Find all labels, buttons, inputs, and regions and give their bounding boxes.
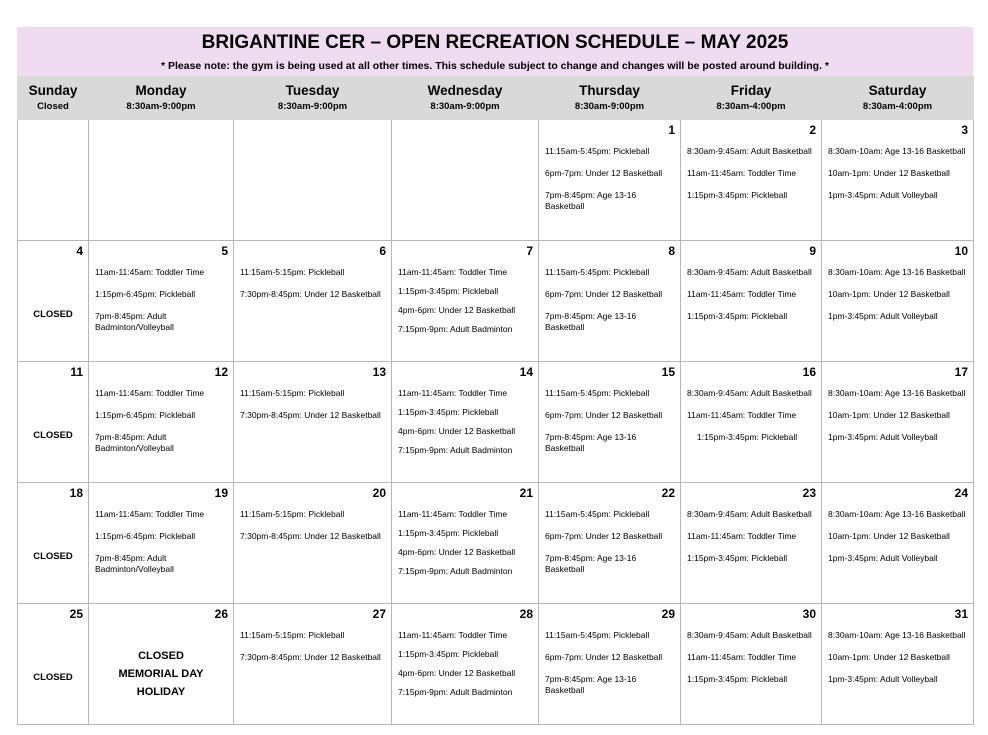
day-number: 9: [809, 244, 816, 258]
calendar-day-cell: [234, 362, 392, 483]
day-number: 14: [519, 365, 533, 379]
weekday-header-monday: [89, 77, 234, 120]
schedule-event: 8:30am-10am: Age 13-16 Basketball: [828, 630, 966, 640]
event-list: [828, 146, 969, 212]
schedule-event: 11am-11:45am: Toddler Time: [687, 410, 797, 420]
schedule-event: 11am-11:45am: Toddler Time: [398, 630, 508, 640]
schedule-event: 8:30am-9:45am: Adult Basketball: [687, 267, 812, 277]
schedule-event: 11am-11:45am: Toddler Time: [95, 267, 205, 277]
schedule-event: 7pm-8:45pm: Adult Badminton/Volleyball: [95, 311, 174, 332]
calendar-week-row: [18, 604, 974, 725]
weekday-name: Thursday: [579, 83, 640, 98]
calendar-day-cell: [234, 604, 392, 725]
schedule-event: 11:15am-5:15pm: Pickleball: [240, 509, 345, 519]
day-number: 25: [69, 607, 83, 621]
schedule-event: 11am-11:45am: Toddler Time: [687, 531, 797, 541]
schedule-event: 7:30pm-8:45pm: Under 12 Basketball: [240, 652, 381, 662]
schedule-event: 7pm-8:45pm: Adult Badminton/Volleyball: [95, 553, 174, 574]
event-list: [545, 267, 676, 344]
schedule-event: 1:15pm-6:45pm: Pickleball: [95, 289, 196, 299]
event-list: [687, 509, 817, 575]
weekday-header-tuesday: [234, 77, 392, 120]
closed-label: CLOSED: [33, 672, 73, 683]
schedule-event: 8:30am-10am: Age 13-16 Basketball: [828, 509, 966, 519]
schedule-event: 11:15am-5:45pm: Pickleball: [545, 509, 650, 519]
schedule-event: 6pm-7pm: Under 12 Basketball: [545, 410, 663, 420]
day-number: 30: [802, 607, 816, 621]
schedule-event: 4pm-6pm: Under 12 Basketball: [398, 547, 516, 557]
calendar-day-cell: [234, 241, 392, 362]
holiday-notice: [89, 647, 233, 701]
schedule-event: 7pm-8:45pm: Age 13-16 Basketball: [545, 553, 637, 574]
schedule-event: 11am-11:45am: Toddler Time: [687, 289, 797, 299]
calendar-day-cell: [18, 362, 89, 483]
schedule-event: 11:15am-5:15pm: Pickleball: [240, 267, 345, 277]
weekday-hours: 8:30am-9:00pm: [574, 101, 645, 112]
schedule-event: 11am-11:45am: Toddler Time: [398, 509, 508, 519]
schedule-event: 6pm-7pm: Under 12 Basketball: [545, 531, 663, 541]
calendar-day-cell: [822, 120, 974, 241]
event-list: [398, 630, 534, 706]
day-number: 16: [802, 365, 816, 379]
schedule-event: 7pm-8:45pm: Age 13-16 Basketball: [545, 674, 637, 695]
title-banner: [17, 27, 973, 76]
schedule-event: 1pm-3:45pm: Adult Volleyball: [828, 311, 938, 321]
calendar-week-row: [18, 120, 974, 241]
closed-label: CLOSED: [33, 430, 73, 441]
day-number: 11: [70, 365, 83, 379]
schedule-event: 10am-1pm: Under 12 Basketball: [828, 410, 950, 420]
day-number: 15: [661, 365, 675, 379]
schedule-event: 6pm-7pm: Under 12 Basketball: [545, 652, 663, 662]
day-number: 18: [69, 486, 83, 500]
event-list: [828, 509, 969, 575]
day-number: 2: [809, 123, 816, 137]
calendar-day-cell: [18, 120, 89, 241]
calendar-day-cell: [234, 120, 392, 241]
schedule-event: 4pm-6pm: Under 12 Basketball: [398, 426, 516, 436]
day-number: 1: [668, 123, 675, 137]
schedule-event: 10am-1pm: Under 12 Basketball: [828, 168, 950, 178]
weekday-hours: 8:30am-4:00pm: [716, 101, 786, 112]
weekday-name: Monday: [135, 83, 187, 98]
schedule-event: 1:15pm-6:45pm: Pickleball: [95, 410, 196, 420]
calendar-day-cell: [539, 362, 681, 483]
schedule-event: 1:15pm-3:45pm: Pickleball: [687, 190, 788, 200]
weekday-name: Wednesday: [427, 83, 503, 98]
weekday-hours: 8:30am-9:00pm: [126, 101, 196, 112]
day-number: 28: [519, 607, 533, 621]
calendar-day-cell: [822, 483, 974, 604]
day-number: 3: [961, 123, 968, 137]
schedule-event: 10am-1pm: Under 12 Basketball: [828, 289, 950, 299]
day-number: 5: [221, 244, 228, 258]
schedule-event: 1:15pm-3:45pm: Pickleball: [697, 432, 798, 442]
event-list: [828, 388, 969, 454]
event-list: [828, 267, 969, 333]
event-list: [545, 630, 676, 707]
schedule-event: 11am-11:45am: Toddler Time: [398, 267, 508, 277]
schedule-event: 7:15pm-9pm: Adult Badminton: [398, 445, 513, 455]
event-list: [687, 388, 817, 454]
schedule-event: 11am-11:45am: Toddler Time: [687, 652, 797, 662]
day-number: 31: [954, 607, 968, 621]
calendar-day-cell: [539, 120, 681, 241]
schedule-event: 7:30pm-8:45pm: Under 12 Basketball: [240, 531, 381, 541]
schedule-event: 7:30pm-8:45pm: Under 12 Basketball: [240, 410, 381, 420]
schedule-event: 7pm-8:45pm: Adult Badminton/Volleyball: [95, 432, 174, 453]
day-number: 8: [668, 244, 675, 258]
event-list: [95, 388, 229, 465]
schedule-event: 7pm-8:45pm: Age 13-16 Basketball: [545, 190, 637, 211]
schedule-event: 11:15am-5:45pm: Pickleball: [545, 267, 650, 277]
weekday-header-wednesday: [392, 77, 539, 120]
schedule-event: 4pm-6pm: Under 12 Basketball: [398, 305, 516, 315]
calendar-week-row: [18, 362, 974, 483]
schedule-event: 8:30am-9:45am: Adult Basketball: [687, 630, 812, 640]
day-number: 21: [519, 486, 533, 500]
schedule-event: 1pm-3:45pm: Adult Volleyball: [828, 553, 938, 563]
calendar-day-cell: [681, 120, 822, 241]
calendar-day-cell: [392, 120, 539, 241]
event-list: [687, 146, 817, 212]
schedule-event: 1pm-3:45pm: Adult Volleyball: [828, 674, 938, 684]
day-number: 22: [661, 486, 675, 500]
schedule-event: 11am-11:45am: Toddler Time: [687, 168, 797, 178]
schedule-event: 8:30am-10am: Age 13-16 Basketball: [828, 267, 966, 277]
calendar-day-cell: [18, 604, 89, 725]
schedule-event: 11am-11:45am: Toddler Time: [95, 388, 205, 398]
calendar-day-cell: [89, 604, 234, 725]
weekday-name: Sunday: [28, 83, 78, 98]
day-number: 20: [372, 486, 386, 500]
schedule-event: 7pm-8:45pm: Age 13-16 Basketball: [545, 311, 637, 332]
schedule-event: 6pm-7pm: Under 12 Basketball: [545, 289, 663, 299]
day-number: 29: [661, 607, 675, 621]
weekday-name: Friday: [730, 83, 772, 98]
event-list: [398, 509, 534, 585]
schedule-event: 1:15pm-3:45pm: Pickleball: [398, 286, 499, 296]
event-list: [687, 630, 817, 696]
day-number: 6: [379, 244, 386, 258]
schedule-event: 1:15pm-3:45pm: Pickleball: [687, 311, 788, 321]
calendar-day-cell: [89, 362, 234, 483]
holiday-line: MEMORIAL DAY: [118, 668, 204, 680]
calendar-day-cell: [822, 362, 974, 483]
calendar-day-cell: [18, 483, 89, 604]
schedule-event: 8:30am-9:45am: Adult Basketball: [687, 388, 812, 398]
schedule-event: 7:15pm-9pm: Adult Badminton: [398, 687, 513, 697]
event-list: [240, 509, 387, 553]
day-number: 27: [372, 607, 386, 621]
schedule-event: 1pm-3:45pm: Adult Volleyball: [828, 190, 938, 200]
closed-label: CLOSED: [33, 551, 73, 562]
event-list: [545, 388, 676, 465]
calendar-day-cell: [822, 604, 974, 725]
calendar-day-cell: [681, 604, 822, 725]
event-list: [545, 509, 676, 586]
weekday-hours: Closed: [37, 101, 69, 112]
event-list: [828, 630, 969, 696]
schedule-event: 11:15am-5:45pm: Pickleball: [545, 388, 650, 398]
calendar-day-cell: [18, 241, 89, 362]
holiday-line: HOLIDAY: [136, 686, 186, 698]
schedule-event: 8:30am-9:45am: Adult Basketball: [687, 146, 812, 156]
schedule-event: 8:30am-9:45am: Adult Basketball: [687, 509, 812, 519]
calendar-week-row: [18, 241, 974, 362]
calendar-day-cell: [89, 241, 234, 362]
schedule-event: 10am-1pm: Under 12 Basketball: [828, 531, 950, 541]
schedule-event: 1:15pm-3:45pm: Pickleball: [398, 649, 499, 659]
event-list: [240, 388, 387, 432]
calendar-day-cell: [539, 604, 681, 725]
schedule-event: 10am-1pm: Under 12 Basketball: [828, 652, 950, 662]
event-list: [95, 509, 229, 586]
schedule-event: 1:15pm-6:45pm: Pickleball: [95, 531, 196, 541]
schedule-event: 7:15pm-9pm: Adult Badminton: [398, 324, 513, 334]
event-list: [545, 146, 676, 223]
schedule-event: 1:15pm-3:45pm: Pickleball: [398, 528, 499, 538]
calendar-day-cell: [822, 241, 974, 362]
schedule-event: 1:15pm-3:45pm: Pickleball: [687, 674, 788, 684]
schedule-event: 7:30pm-8:45pm: Under 12 Basketball: [240, 289, 381, 299]
calendar-grid: [17, 76, 974, 725]
day-number: 13: [372, 365, 386, 379]
event-list: [95, 267, 229, 344]
schedule-event: 6pm-7pm: Under 12 Basketball: [545, 168, 663, 178]
day-number: 26: [214, 607, 228, 621]
calendar-day-cell: [234, 483, 392, 604]
closed-label: CLOSED: [33, 309, 73, 320]
day-number: 23: [802, 486, 816, 500]
schedule-event: 1:15pm-3:45pm: Pickleball: [398, 407, 499, 417]
day-number: 10: [954, 244, 968, 258]
calendar-day-cell: [681, 483, 822, 604]
event-list: [687, 267, 817, 333]
schedule-event: 1:15pm-3:45pm: Pickleball: [687, 553, 788, 563]
calendar-day-cell: [89, 120, 234, 241]
event-list: [240, 630, 387, 674]
calendar-day-cell: [681, 241, 822, 362]
weekday-header-thursday: [539, 77, 681, 120]
schedule-event: 11:15am-5:45pm: Pickleball: [545, 630, 650, 640]
schedule-event: 11am-11:45am: Toddler Time: [398, 388, 508, 398]
calendar-day-cell: [89, 483, 234, 604]
schedule-event: 4pm-6pm: Under 12 Basketball: [398, 668, 516, 678]
calendar-day-cell: [681, 362, 822, 483]
calendar-day-cell: [392, 483, 539, 604]
day-number: 4: [76, 244, 83, 258]
day-number: 24: [954, 486, 968, 500]
weekday-header-saturday: [822, 77, 974, 120]
day-number: 17: [954, 365, 968, 379]
schedule-event: 11:15am-5:15pm: Pickleball: [240, 630, 345, 640]
schedule-event: 1pm-3:45pm: Adult Volleyball: [828, 432, 938, 442]
schedule-event: 11:15am-5:45pm: Pickleball: [545, 146, 650, 156]
schedule-title: BRIGANTINE CER – OPEN RECREATION SCHEDULE – MAY 2025: [201, 32, 789, 53]
event-list: [398, 388, 534, 464]
weekday-name: Tuesday: [285, 83, 340, 98]
calendar-day-cell: [392, 241, 539, 362]
schedule-event: 7:15pm-9pm: Adult Badminton: [398, 566, 513, 576]
calendar-week-row: [18, 483, 974, 604]
weekday-name: Saturday: [868, 83, 927, 98]
calendar-day-cell: [539, 483, 681, 604]
event-list: [398, 267, 534, 343]
schedule-event: 8:30am-10am: Age 13-16 Basketball: [828, 388, 966, 398]
schedule-event: 8:30am-10am: Age 13-16 Basketball: [828, 146, 966, 156]
calendar-day-cell: [392, 604, 539, 725]
schedule-event: 11am-11:45am: Toddler Time: [95, 509, 205, 519]
weekday-header-friday: [681, 77, 822, 120]
event-list: [240, 267, 387, 311]
day-number: 19: [214, 486, 228, 500]
schedule-event: 7pm-8:45pm: Age 13-16 Basketball: [545, 432, 637, 453]
schedule-event: 11:15am-5:15pm: Pickleball: [240, 388, 345, 398]
holiday-line: CLOSED: [138, 650, 184, 662]
day-number: 12: [214, 365, 228, 379]
weekday-hours: 8:30am-4:00pm: [862, 101, 933, 112]
day-number: 7: [526, 244, 533, 258]
weekday-header-row: [18, 77, 974, 120]
schedule-note: * Please note: the gym is being used at all other times. This schedule subject to change and changes will be posted around building. *: [160, 60, 830, 72]
weekday-hours: 8:30am-9:00pm: [277, 101, 348, 112]
calendar-day-cell: [539, 241, 681, 362]
calendar-day-cell: [392, 362, 539, 483]
schedule-sheet: [17, 27, 973, 725]
weekday-header-sunday: [18, 77, 89, 120]
weekday-hours: 8:30am-9:00pm: [430, 101, 500, 112]
